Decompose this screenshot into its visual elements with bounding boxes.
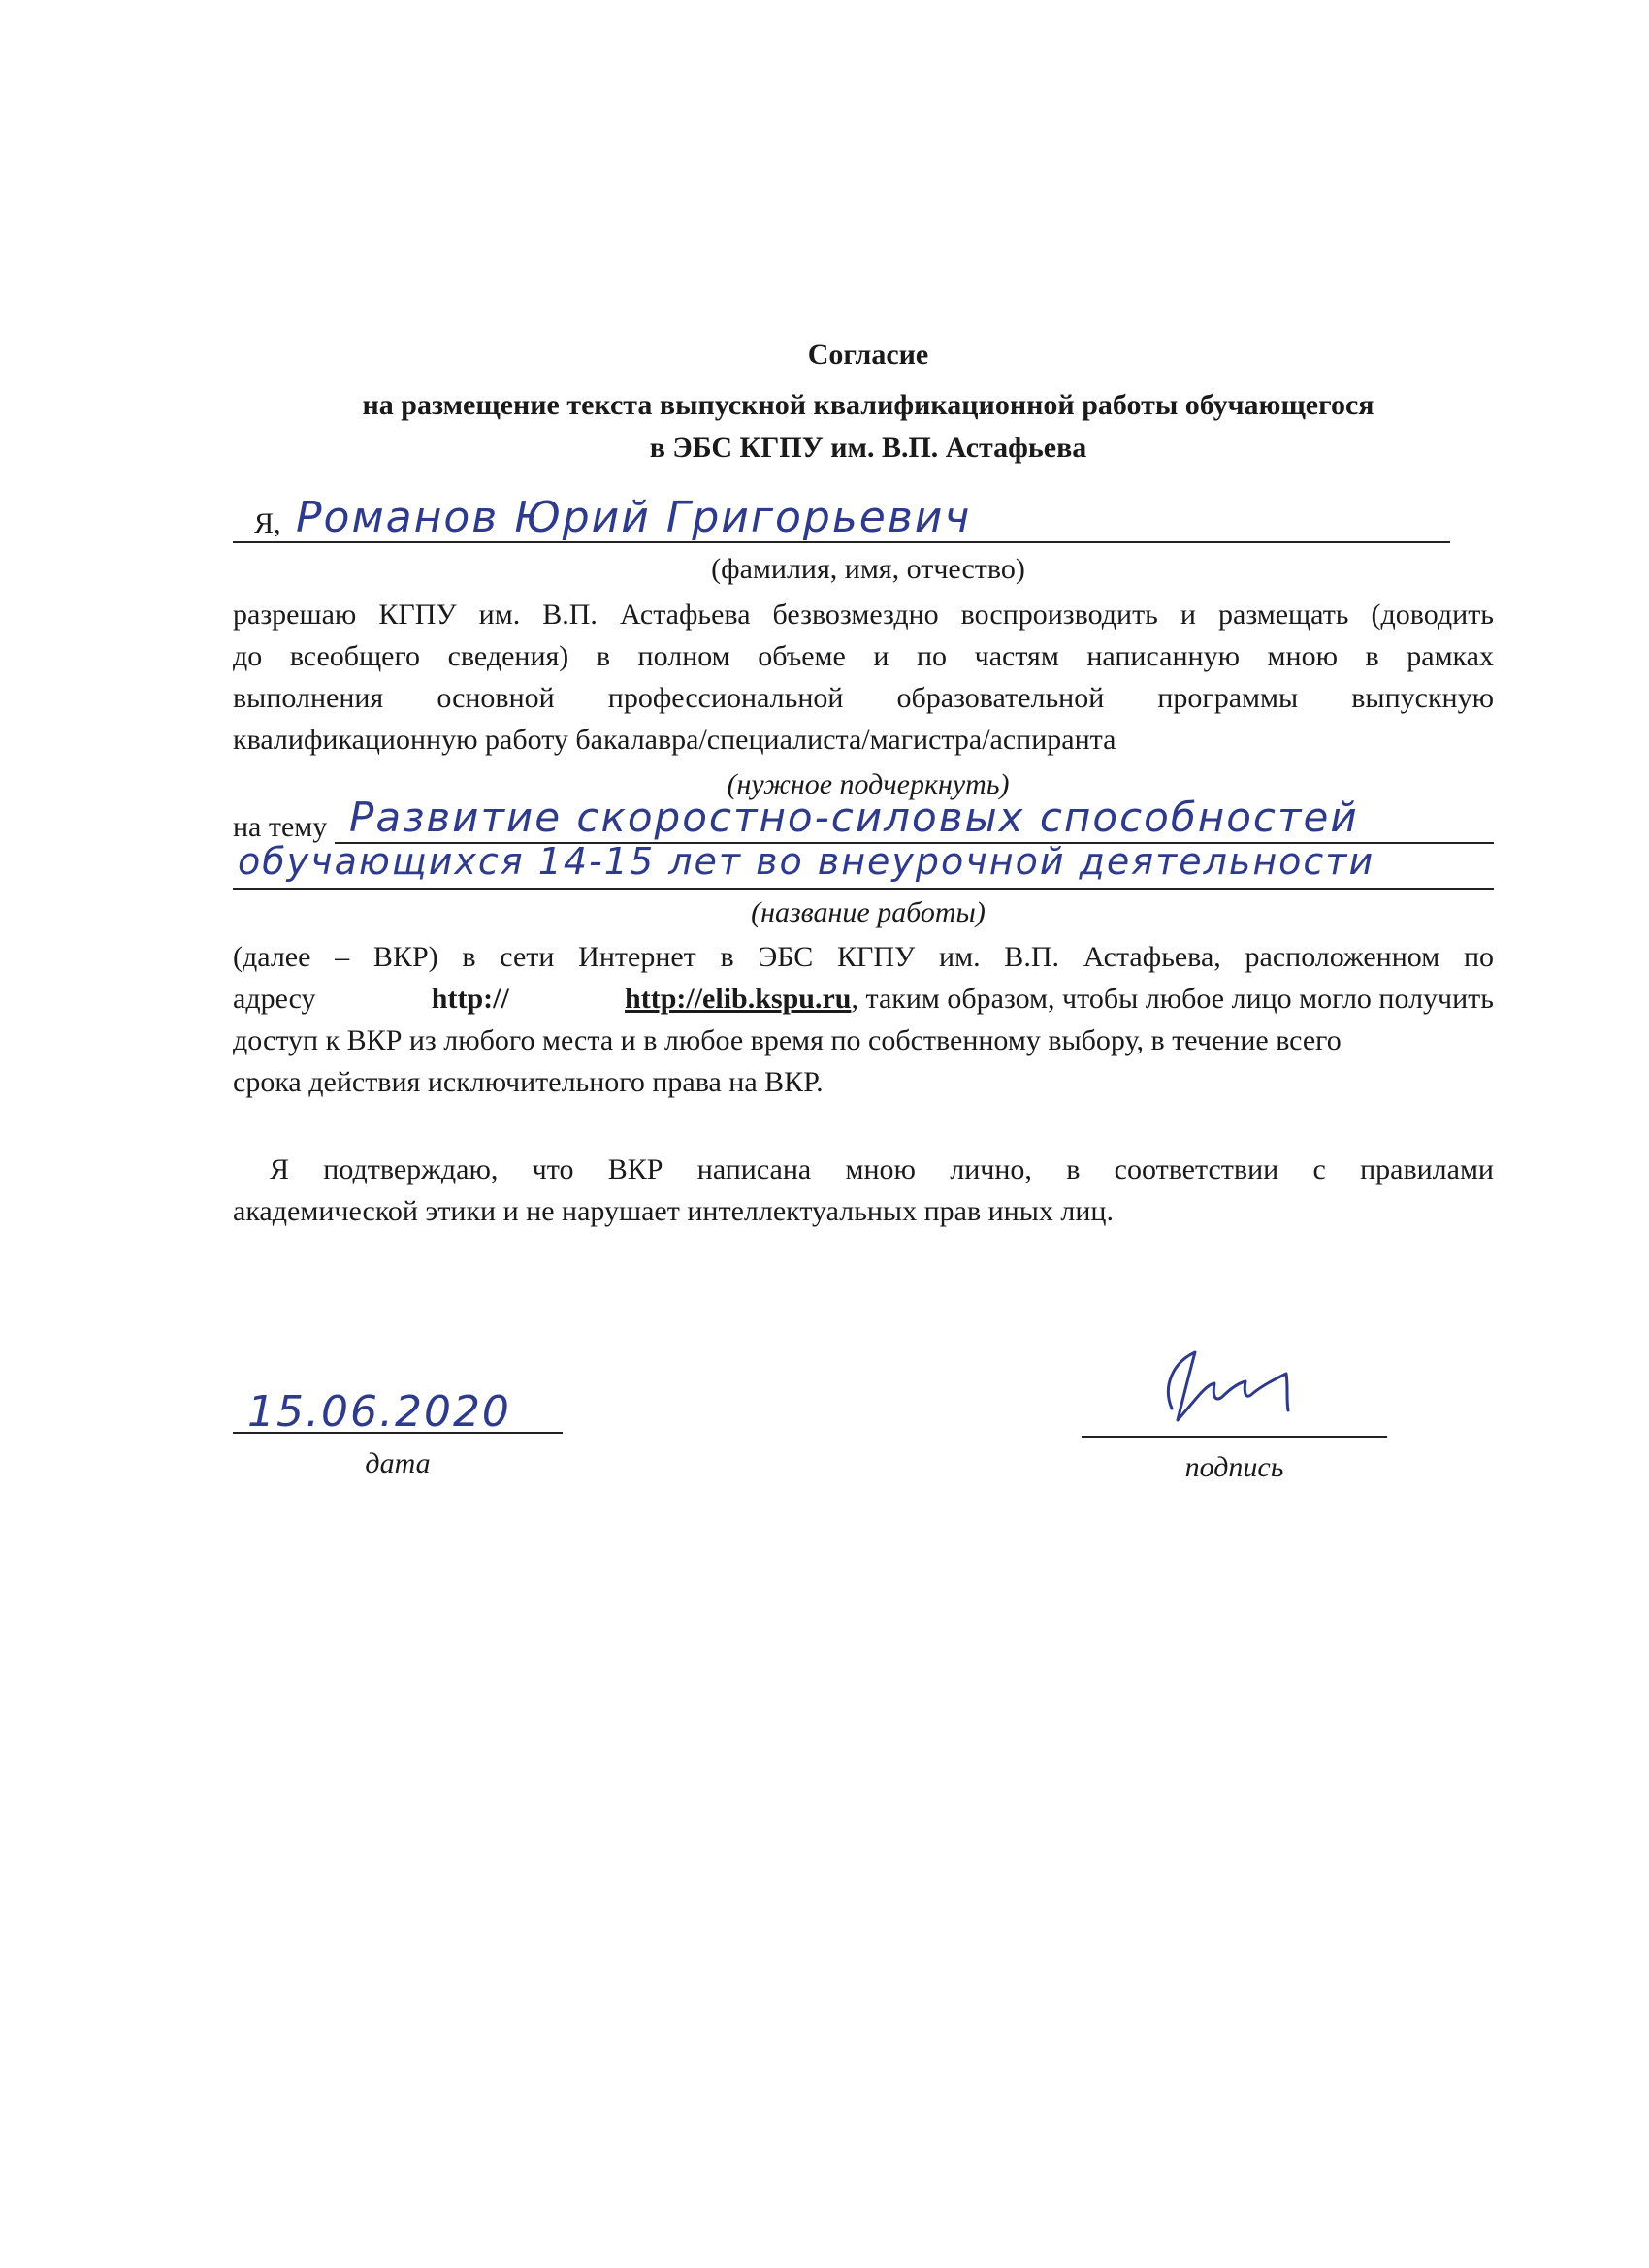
name-handwriting: Романов Юрий Григорьевич <box>296 493 972 542</box>
confirmation-paragraph <box>233 1149 1494 1232</box>
terms-line3: доступ к ВКР из любого места и в любое время по собственному выбору, в течение всего <box>233 1024 1342 1056</box>
permission-line1: разрешаю КГПУ им. В.П. Астафьева безвозмездно воспроизводить и размещать (доводить <box>233 599 1494 631</box>
document-title: Согласие <box>807 339 929 371</box>
permission-paragraph <box>233 594 1494 761</box>
permission-line3: выполнения основной профессиональной образовательной программы выпускную <box>233 682 1494 714</box>
topic-handwriting-line1: Развитие скоростно-силовых способностей <box>349 794 1359 841</box>
terms-line1: (далее – ВКР) в сети Интернет в ЭБС КГПУ им. В.П. Астафьева, расположенном по <box>233 941 1494 973</box>
date-field-line <box>233 1432 563 1434</box>
document-subtitle-line2: в ЭБС КГПУ им. В.П. Астафьева <box>649 432 1087 464</box>
permission-line4: квалификационную работу бакалавра/специалиста/магистра/аспиранта <box>233 724 1116 756</box>
confirmation-line2: академической этики и не нарушает интеллектуальных прав иных лиц. <box>233 1195 1114 1227</box>
terms-line2 <box>233 978 1494 1020</box>
terms-line2-prefix: адресу <box>233 983 316 1015</box>
name-prefix: Я, <box>254 507 281 539</box>
signature-field-line <box>1082 1436 1387 1438</box>
topic-caption: (название работы) <box>751 896 986 928</box>
terms-line4: срока действия исключительного права на ВКР. <box>233 1066 824 1098</box>
topic-handwriting-line2: обучающихся 14-15 лет во внеурочной деятельности <box>238 840 1375 883</box>
topic-field-line2 <box>233 888 1494 890</box>
date-handwriting: 15.06.2020 <box>247 1387 511 1437</box>
degree-caption: (нужное подчеркнуть) <box>727 768 1010 800</box>
terms-http: http:// <box>431 983 509 1015</box>
terms-paragraph <box>233 936 1494 1103</box>
date-caption: дата <box>365 1447 431 1479</box>
permission-line2: до всеобщего сведения) в полном объеме и по частям написанную мною в рамках <box>233 640 1494 672</box>
document-subtitle-line1: на размещение текста выпускной квалификационной работы обучающегося <box>362 389 1374 421</box>
signature-caption: подпись <box>1184 1451 1284 1483</box>
topic-prefix: на тему <box>233 811 328 843</box>
handwritten-signature-icon <box>1145 1339 1310 1436</box>
terms-line2-suffix: , таким образом, чтобы любое лицо могло получить <box>851 983 1494 1015</box>
elib-link[interactable]: http://elib.kspu.ru <box>625 983 852 1015</box>
name-caption: (фамилия, имя, отчество) <box>711 553 1025 585</box>
confirmation-line1: Я подтверждаю, что ВКР написана мною лично, в соответствии с правилами <box>270 1153 1494 1185</box>
